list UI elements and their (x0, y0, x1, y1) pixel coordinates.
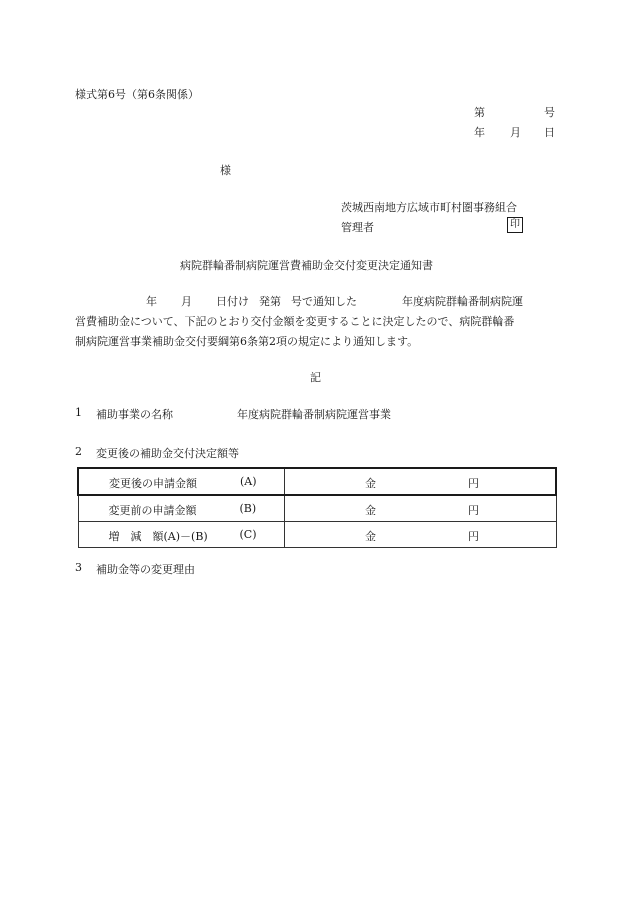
document-number-suffix: 号 (544, 106, 555, 119)
table-row (78, 468, 556, 495)
row-label-cell (78, 468, 285, 495)
row-label: 変更後の申請金額 (109, 477, 197, 490)
item-1-number: 1 (75, 406, 82, 419)
row-label: 変更前の申請金額 (108, 504, 197, 517)
row-label-cell (78, 495, 285, 522)
row-label: 増 減 額(A)－(B) (108, 530, 208, 543)
table-row (78, 522, 556, 548)
ki-heading: 記 (310, 371, 321, 384)
seal-mark: 印 (507, 217, 523, 233)
item-1-value: 年度病院群輪番制病院運営事業 (237, 408, 391, 421)
item-2-number: 2 (75, 445, 82, 458)
item-2-label: 変更後の補助金交付決定額等 (96, 447, 239, 460)
table-row (78, 495, 556, 522)
item-3-number: 3 (75, 561, 82, 574)
sender-organization: 茨城西南地方広域市町村圏事務組合 (341, 201, 517, 214)
row-amount-cell (285, 522, 557, 548)
body-date-suffix: 日付け (216, 295, 249, 308)
row-yen: 円 (468, 477, 479, 490)
row-kin: 金 (365, 504, 376, 517)
body-line-1 (75, 292, 559, 312)
body-notified: 号で通知した (291, 295, 357, 308)
item-3-label: 補助金等の変更理由 (96, 563, 195, 576)
body-line-3: 制病院運営事業補助金交付要綱第6条第2項の規定により通知します。 (75, 335, 419, 348)
date-month: 月 (510, 126, 521, 139)
body-line-2: 営費補助金について、下記のとおり交付金額を変更することに決定したので、病院群輪番 (75, 315, 515, 328)
amount-table (77, 467, 557, 548)
row-amount-cell (285, 495, 557, 522)
document-title: 病院群輪番制病院運営費補助金交付変更決定通知書 (180, 259, 433, 272)
date-year: 年 (474, 126, 485, 139)
body-month: 月 (181, 295, 192, 308)
row-code: (B) (239, 502, 257, 515)
row-yen: 円 (468, 530, 479, 543)
addressee-honorific: 様 (220, 164, 231, 177)
row-code: (A) (240, 475, 257, 488)
row-kin: 金 (365, 530, 376, 543)
body-dai: 発第 (259, 295, 281, 308)
row-yen: 円 (468, 504, 479, 517)
sender-title: 管理者 (341, 221, 374, 234)
row-kin: 金 (365, 477, 376, 490)
document-number-prefix: 第 (474, 106, 485, 119)
body-year: 年 (146, 295, 157, 308)
item-1-label: 補助事業の名称 (96, 408, 173, 421)
date-day: 日 (544, 126, 555, 139)
row-amount-cell (285, 468, 557, 495)
row-label-cell (78, 522, 285, 548)
row-code: (C) (239, 528, 257, 541)
form-number: 様式第6号（第6条関係） (75, 88, 199, 101)
notice-body (75, 292, 559, 352)
body-fiscal-year: 年度病院群輪番制病院運 (402, 295, 523, 308)
